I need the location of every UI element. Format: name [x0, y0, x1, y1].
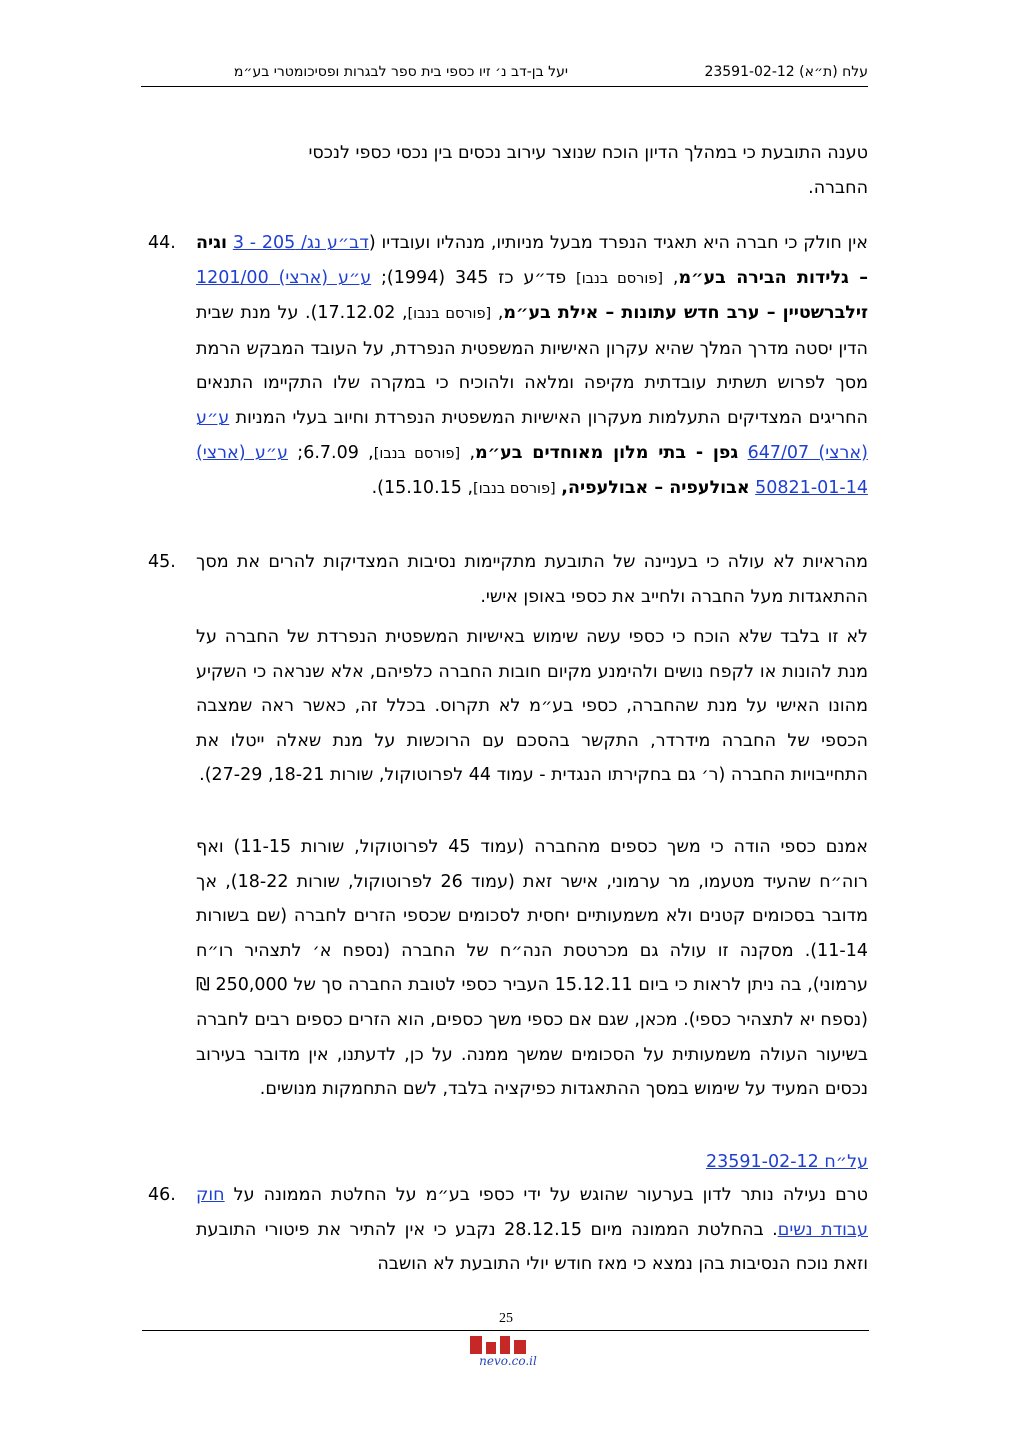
paragraph-45-text: מהראיות לא עולה כי בעניינה של התובעת מתקיימות נסיבות המצדיקות להרים את מסך ההתאגדות מעל החברה ולחייב את כספי באופן אישי.	[196, 552, 868, 607]
paragraph-44-text	[196, 226, 868, 507]
case-name: אבולעפיה – אבולעפיה,	[561, 478, 750, 499]
paragraph-46-text	[196, 1178, 868, 1282]
source-note: [פורסם בנבו]	[373, 445, 461, 462]
page-header	[141, 60, 868, 87]
text-run: טרם נעילה נותר לדון בערעור שהוגש על ידי כספי בע״מ על החלטת הממונה על	[224, 1185, 868, 1205]
source-note: [פורסם בנבו]	[407, 306, 492, 323]
case-name: זילברשטיין – ערב חדש עתונות – אילת בע״מ	[503, 303, 868, 324]
text-run: פד״ע כז 345 (1994);	[371, 267, 577, 288]
case-caption-link[interactable]: על״ח 23591-02-12	[705, 1152, 868, 1172]
paragraph-number: 45.	[148, 552, 176, 572]
citation-link[interactable]: דב״ע נג/ 205 - 3	[232, 233, 369, 253]
intro-line-2: החברה.	[808, 177, 868, 198]
source-note: [פורסם בנבו]	[576, 270, 663, 287]
page-number: 25	[499, 1311, 513, 1326]
paragraph-number: 46.	[148, 1185, 176, 1205]
citation-link[interactable]: ע״ע (ארצי) 50821-01-14	[196, 442, 868, 499]
nevo-logo	[464, 1334, 550, 1368]
footer-divider	[142, 1330, 869, 1331]
text-run	[738, 443, 747, 463]
text-run: , 17.12.02). על מנת שבית הדין יסטה מדרך המלך שהיא עקרון האישיות המשפטית הנפרדת, על העובד המבקש הרמת מסך לפרוש תשתית עובדתית מקיפה ומלאה ולהוכיח כי במקרה שלו התקיימו התנאים החריגים המצדיקים התעלמות מעקרון האישיות המשפטית הנפרדת וחיוב בעלי המניות	[196, 303, 868, 428]
intro-line-1: טענה התובעת כי במהלך הדיון הוכח שנוצר עירוב נכסים בין נכסי כספי לנכסי	[308, 143, 868, 163]
case-name: וגיה – גלידות הבירה בע״מ	[196, 233, 868, 288]
case-name: גפן - בתי מלון מאוחדים בע״מ	[475, 442, 739, 463]
text-run: , 6.7.09;	[288, 442, 374, 463]
header-parties: יעל בן-דב נ׳ זיו כספי בית ספר לבגרות ופסיכומטרי בע״מ	[233, 64, 568, 80]
text-run: , 15.10.15).	[371, 478, 474, 499]
paragraph-number: 44.	[148, 233, 176, 253]
citation-link[interactable]: ע״ע (ארצי) 1201/00	[196, 267, 372, 288]
statute-link[interactable]: חוק עבודת נשים	[196, 1185, 868, 1240]
source-note: [פורסם בנבו]	[473, 481, 556, 498]
paragraph-text: אמנם כספי הודה כי משך כספים מהחברה (עמוד 45 לפרוטוקול, שורות 11-15) ואף רוה״ח שהעיד מטעמו, מר ערמוני, אישר זאת (עמוד 26 לפרוטוקול, שורות 18-22), אך מדובר בסכומים קטנים ולא משמעותיים יחסית לסכומים שכספי הזרים לחברה (שם בשורות 11-14). מסקנה זו עולה גם מכרטסת הנה״ח של החברה (נספח א׳ לתצהיר רו״ח ערמוני), בה ניתן לראות כי ביום 15.12.11 העביר כספי לטובת החברה סך של 250,000 ₪ (נספח יא לתצהיר כספי). מכאן, שגם אם כספי משך כספים, הוא הזרים כספים רבים לחברה בשיעור העולה משמעותית על הסכומים שמשך ממנה. על כן, לדעתנו, אין מדובר בעירוב נכסים המעיד על שימוש במסך ההתאגדות כפיקציה בלבד, לשם התחמקות מנושים.	[196, 837, 868, 1100]
nevo-logo-icon	[464, 1334, 550, 1368]
paragraph-text: לא זו בלבד שלא הוכח כי כספי עשה שימוש באישיות המשפטית הנפרדת של החברה על מנת להונות או לקפח נושים ולהימנע מקיום חובות החברה כלפיהם, אלא שנראה כי השקיע מהונו האישי על מנת שהחברה, כספי בע״מ לא תקרוס. בכלל זה, כאשר ראה שמצבה הכספי של החברה מידרדר, התקשר בהסכם עם הרוכשות על מנת שאלה ייטלו את התחייבויות החברה (ר׳ גם בחקירתו הנגדית - עמוד 44 לפרוטוקול, שורות 18-21, 27-29).	[196, 627, 868, 786]
section-caption	[706, 1150, 868, 1174]
text-run: . בהחלטת הממונה מיום 28.12.15 נקבע כי אין להתיר את פיטורי התובעת וזאת נוכח הנסיבות בהן נמצא כי מאז חודש יולי התובעת לא הושבה	[196, 1219, 868, 1275]
text-run: ,	[663, 267, 679, 288]
header-case-number: עלח (ת״א) 23591-02-12	[704, 64, 868, 80]
text-run: ,	[491, 303, 504, 324]
logo-wordmark: nevo.co.il	[479, 1354, 537, 1368]
text-run: אין חולק כי חברה היא תאגיד הנפרד מבעל מניותיו, מנהליו ועובדיו (	[368, 233, 868, 253]
citation-link[interactable]: ע״ע (ארצי) 647/07	[196, 407, 868, 463]
text-run: ,	[460, 442, 476, 463]
